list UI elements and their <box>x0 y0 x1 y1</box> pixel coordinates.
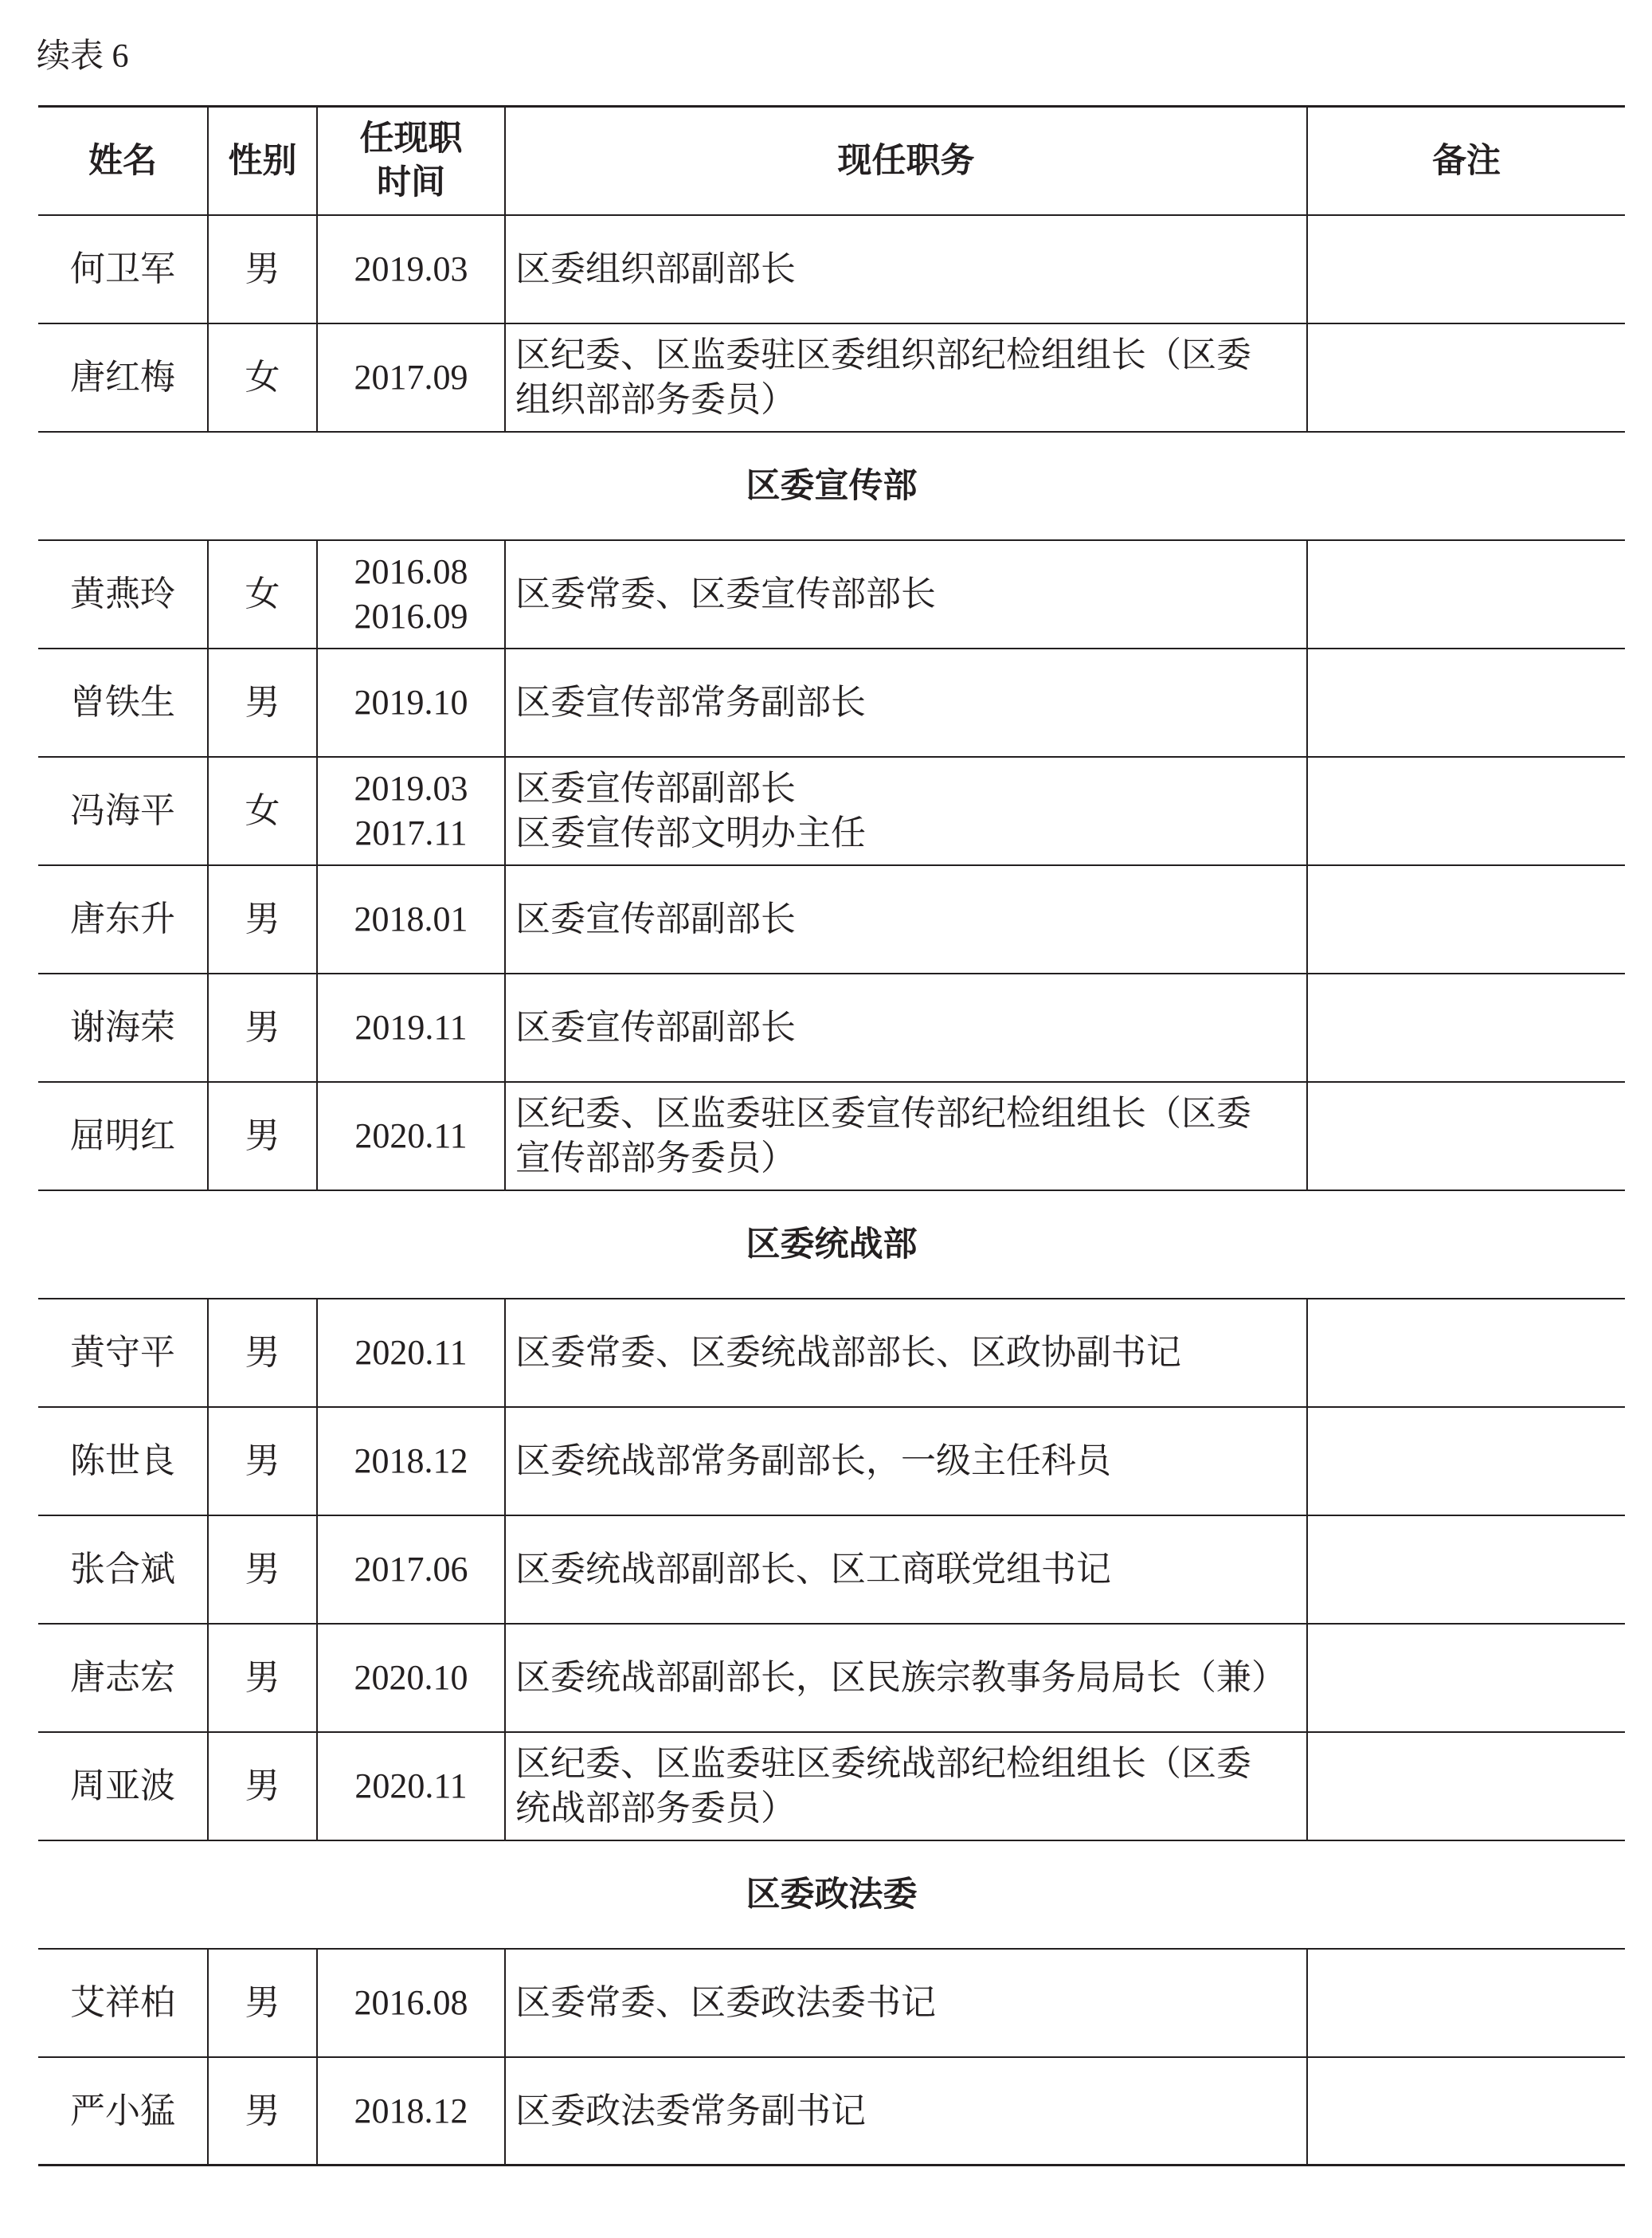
header-name: 姓名 <box>88 140 157 181</box>
header-time-line: 时间 <box>377 163 445 202</box>
table-row <box>38 2058 1625 2166</box>
gender-cell: 女 <box>207 324 316 431</box>
gender-cell: 男 <box>207 974 316 1081</box>
position-line: 区委宣传部副部长 <box>515 900 796 939</box>
name-cell: 黄燕玲 <box>70 574 175 613</box>
table-row <box>38 1083 1625 1191</box>
name-cell: 冯海平 <box>70 791 175 830</box>
appointment-time: 2019.10 <box>354 683 468 722</box>
appointment-time-cell <box>316 324 504 431</box>
position-line: 区委组织部副部长 <box>515 249 796 288</box>
appointment-time-cell <box>316 974 504 1081</box>
remark-cell <box>1306 649 1625 756</box>
position-line: 区纪委、区监委驻区委统战部纪检组组长（区委 <box>515 1744 1251 1783</box>
position-line: 区委宣传部常务副部长 <box>515 683 866 722</box>
remark-cell <box>1306 758 1625 864</box>
header-gender: 性别 <box>207 108 316 214</box>
appointment-time-cell <box>316 1625 504 1731</box>
position-line: 区委统战部副部长、区工商联党组书记 <box>515 1550 1111 1589</box>
remark-cell <box>1306 541 1625 648</box>
gender-cell: 男 <box>207 1408 316 1515</box>
appointment-time-cell <box>316 541 504 648</box>
gender-cell: 男 <box>207 1083 316 1190</box>
name-cell: 屈明红 <box>70 1116 175 1155</box>
remark-cell <box>1306 1083 1625 1190</box>
gender-cell: 男 <box>207 1625 316 1731</box>
appointment-time: 2019.03 <box>354 769 468 808</box>
name-cell: 唐志宏 <box>70 1658 175 1697</box>
gender-cell: 男 <box>207 216 316 323</box>
remark-cell <box>1306 1950 1625 2056</box>
header-time-line: 任现职 <box>359 119 463 159</box>
section-title: 区委统战部 <box>746 1225 918 1264</box>
name-cell: 谢海荣 <box>70 1008 175 1047</box>
table-row <box>38 1299 1625 1408</box>
header-remark: 备注 <box>1306 108 1625 214</box>
appointment-time: 2020.11 <box>354 1766 468 1805</box>
position-cell <box>504 1625 1306 1731</box>
remark-cell <box>1306 1408 1625 1515</box>
table-row <box>38 216 1625 324</box>
position-line: 区委宣传部文明办主任 <box>515 813 866 852</box>
position-cell <box>504 1733 1306 1840</box>
appointment-time: 2018.12 <box>354 2091 468 2130</box>
table-row <box>38 1516 1625 1625</box>
appointment-time: 2017.09 <box>354 358 468 397</box>
name-cell: 严小猛 <box>70 2091 175 2130</box>
position-line: 宣传部部务委员） <box>515 1139 796 1178</box>
name-cell: 何卫军 <box>70 249 175 288</box>
position-line: 区委政法委常务副书记 <box>515 2091 866 2130</box>
appointment-time: 2016.08 <box>354 1983 468 2022</box>
appointment-time: 2017.06 <box>354 1550 468 1589</box>
position-line: 区委宣传部副部长 <box>515 1008 796 1047</box>
table-row <box>38 1625 1625 1733</box>
table-row <box>38 758 1625 866</box>
appointment-time-cell <box>316 1083 504 1190</box>
position-cell <box>504 866 1306 973</box>
remark-cell <box>1306 1516 1625 1623</box>
remark-cell <box>1306 1299 1625 1406</box>
position-line: 区委常委、区委统战部部长、区政协副书记 <box>515 1333 1181 1372</box>
position-cell <box>504 324 1306 431</box>
gender-cell: 男 <box>207 1299 316 1406</box>
gender-cell: 男 <box>207 1950 316 2056</box>
appointment-time-cell <box>316 1950 504 2056</box>
table-row <box>38 1408 1625 1516</box>
name-cell: 周亚波 <box>70 1766 175 1805</box>
table-row <box>38 866 1625 974</box>
table-row <box>38 649 1625 758</box>
name-cell: 陈世良 <box>70 1441 175 1480</box>
header-appointment-time <box>316 108 504 214</box>
position-line: 组织部部务委员） <box>515 380 796 419</box>
gender-cell: 男 <box>207 866 316 973</box>
name-cell: 张合斌 <box>70 1550 175 1589</box>
position-line: 区委统战部常务副部长，一级主任科员 <box>515 1441 1111 1480</box>
position-cell <box>504 1299 1306 1406</box>
name-cell: 唐红梅 <box>70 358 175 397</box>
personnel-table <box>38 105 1625 2166</box>
appointment-time-cell <box>316 1408 504 1515</box>
position-line: 区委宣传部副部长 <box>515 769 796 808</box>
position-cell <box>504 216 1306 323</box>
appointment-time: 2019.03 <box>354 249 468 288</box>
appointment-time-cell <box>316 866 504 973</box>
section-title: 区委政法委 <box>746 1875 918 1915</box>
appointment-time: 2016.08 <box>354 552 468 591</box>
remark-cell <box>1306 324 1625 431</box>
appointment-time: 2019.11 <box>354 1008 468 1047</box>
position-cell <box>504 1083 1306 1190</box>
section-row <box>38 1191 1625 1299</box>
position-line: 统战部部务委员） <box>515 1789 796 1828</box>
position-cell <box>504 649 1306 756</box>
section-title: 区委宣传部 <box>746 466 918 506</box>
position-cell <box>504 541 1306 648</box>
table-row <box>38 1733 1625 1841</box>
remark-cell <box>1306 2058 1625 2164</box>
gender-cell: 男 <box>207 1733 316 1840</box>
gender-cell: 女 <box>207 541 316 648</box>
remark-cell <box>1306 1625 1625 1731</box>
table-row <box>38 974 1625 1083</box>
remark-cell <box>1306 974 1625 1081</box>
position-line: 区纪委、区监委驻区委组织部纪检组组长（区委 <box>515 335 1251 374</box>
remark-cell <box>1306 866 1625 973</box>
appointment-time: 2018.12 <box>354 1441 468 1480</box>
appointment-time: 2018.01 <box>354 900 468 939</box>
table-row <box>38 1950 1625 2058</box>
header-position: 现任职务 <box>504 108 1306 214</box>
appointment-time-cell <box>316 649 504 756</box>
table-caption: 续表 6 <box>37 38 129 75</box>
appointment-time-cell <box>316 216 504 323</box>
table-row <box>38 541 1625 649</box>
position-cell <box>504 1950 1306 2056</box>
position-line: 区委常委、区委宣传部部长 <box>515 574 936 613</box>
name-cell: 艾祥柏 <box>70 1983 175 2022</box>
appointment-time-cell <box>316 758 504 864</box>
position-line: 区委统战部副部长，区民族宗教事务局局长（兼） <box>515 1658 1286 1697</box>
appointment-time: 2020.11 <box>354 1333 468 1372</box>
table-row <box>38 324 1625 433</box>
appointment-time-cell <box>316 1299 504 1406</box>
section-row <box>38 433 1625 541</box>
appointment-time: 2016.09 <box>354 597 468 636</box>
appointment-time: 2020.10 <box>354 1658 468 1697</box>
name-cell: 唐东升 <box>70 900 175 939</box>
name-cell: 黄守平 <box>70 1333 175 1372</box>
appointment-time-cell <box>316 2058 504 2164</box>
name-cell: 曾铁生 <box>70 683 175 722</box>
table-header-row <box>38 108 1625 216</box>
appointment-time-cell <box>316 1733 504 1840</box>
appointment-time-cell <box>316 1516 504 1623</box>
position-cell <box>504 974 1306 1081</box>
appointment-time: 2020.11 <box>354 1116 468 1155</box>
position-line: 区委常委、区委政法委书记 <box>515 1983 936 2022</box>
position-cell <box>504 2058 1306 2164</box>
appointment-time: 2017.11 <box>354 813 468 852</box>
gender-cell: 男 <box>207 2058 316 2164</box>
remark-cell <box>1306 1733 1625 1840</box>
gender-cell: 女 <box>207 758 316 864</box>
remark-cell <box>1306 216 1625 323</box>
position-cell <box>504 1408 1306 1515</box>
section-row <box>38 1841 1625 1950</box>
position-cell <box>504 758 1306 864</box>
position-cell <box>504 1516 1306 1623</box>
position-line: 区纪委、区监委驻区委宣传部纪检组组长（区委 <box>515 1094 1251 1133</box>
gender-cell: 男 <box>207 649 316 756</box>
gender-cell: 男 <box>207 1516 316 1623</box>
